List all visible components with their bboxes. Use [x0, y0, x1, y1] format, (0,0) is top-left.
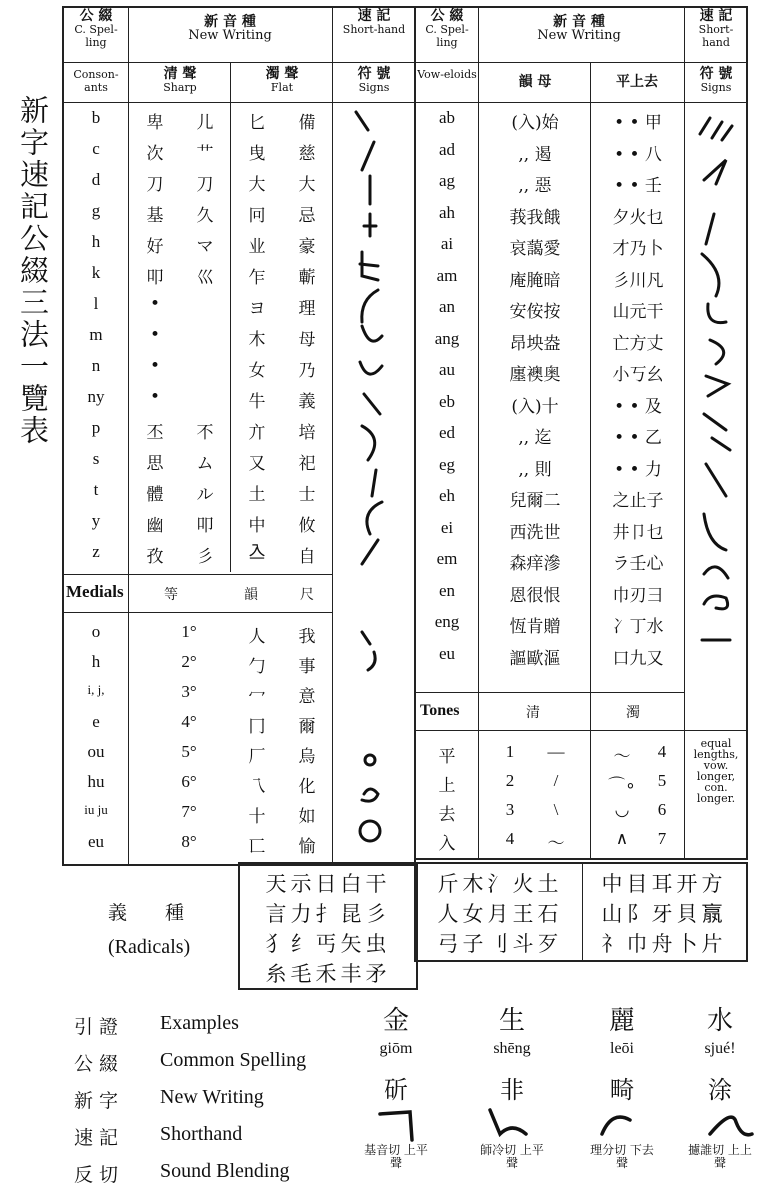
medials-col3: 尺 — [300, 587, 314, 603]
example-spelling: sjué! — [704, 1040, 736, 1057]
tone-chars: • • 八 — [614, 144, 662, 165]
vowel-romanization: ang — [434, 328, 460, 348]
vowel-romanization: eh — [438, 486, 456, 505]
flat-char-1: 乍 — [248, 268, 266, 288]
r-c-spelling-en: C. Spel-ling — [425, 23, 469, 49]
sign-c — [362, 142, 374, 170]
sharp-char-2: 儿 — [196, 113, 214, 133]
rhyme-chars: 西洗世 — [509, 522, 561, 543]
radicals-row: 天示日白干 — [265, 872, 391, 896]
tone-chars: • • 乙 — [614, 428, 662, 448]
sharp-char-1: 基 — [146, 206, 164, 226]
medial-char-a: 十 — [248, 807, 266, 827]
legend-en: Examples — [160, 1012, 239, 1034]
vowels-header: Vow-eloids — [417, 68, 477, 81]
tones-col2: 濁 — [626, 705, 640, 721]
medial-char-b: 我 — [298, 627, 316, 647]
shorthand-en: Short-hand — [342, 23, 406, 36]
consonants-table — [62, 6, 416, 866]
radicals-label-cn: 義 種 — [108, 902, 185, 924]
medial-char-b: 意 — [298, 687, 316, 707]
radicals-block-1 — [238, 862, 418, 990]
flat-char-2: 祀 — [298, 454, 316, 474]
vowels-table — [414, 6, 748, 860]
r-new-writing-en: New Writing — [537, 28, 621, 43]
rhyme-chars: 庵腌暗 — [509, 270, 561, 291]
r-signs-header — [686, 68, 746, 94]
flat-char-2: 攸 — [298, 516, 316, 536]
tone-chars: • • 力 — [614, 459, 662, 480]
medial-romanization: e — [92, 712, 100, 731]
sharp-char-2: ム — [196, 454, 214, 474]
new-writing-header — [130, 16, 330, 42]
radicals-row: 弓子刂斗歹 — [437, 932, 563, 956]
example-char: 水 — [706, 1006, 733, 1036]
sharp-char-1: • — [149, 325, 161, 345]
medial-char-b: 事 — [298, 657, 316, 677]
tones-col-header — [592, 76, 682, 89]
tone-mark-flat: ⌒∘ — [608, 776, 636, 795]
radicals-row: 斤木氵火土 — [437, 872, 563, 896]
legend-en: Sound Blending — [160, 1160, 290, 1182]
tone-chars: • • 及 — [614, 396, 662, 417]
sharp-char-1: 體 — [146, 485, 164, 505]
consonant-romanization: n — [91, 356, 101, 375]
rhyme-chars: 恩很恨 — [509, 585, 561, 606]
tone-name: 去 — [438, 805, 456, 825]
legend-en: Shorthand — [160, 1123, 243, 1145]
flat-char-2: 培 — [298, 423, 316, 443]
sharp-char-1: • — [149, 294, 161, 314]
consonant-shorthand-signs — [334, 104, 412, 864]
sharp-char-2: マ — [196, 237, 214, 257]
tone-name: 入 — [438, 834, 456, 854]
medial-char-a: 乁 — [248, 777, 266, 797]
medials-label: Medials — [66, 582, 124, 601]
tone-chars: 巾刃彐 — [612, 585, 664, 606]
consonant-romanization: b — [91, 108, 101, 127]
rhyme-chars: ,, 迄 — [518, 428, 552, 448]
rhyme-chars: ,, 則 — [518, 459, 552, 480]
consonant-romanization: h — [91, 232, 101, 251]
medial-char-a: 冂 — [248, 717, 266, 737]
flat-char-1: 曳 — [248, 144, 266, 164]
sign-b — [356, 112, 368, 130]
c-spelling-en: C. Spel-ling — [74, 23, 118, 49]
tones-col1: 清 — [526, 705, 540, 721]
example-blend: 攄誰切 上上聲 — [688, 1143, 752, 1170]
tones-cn: 平上去 — [616, 74, 658, 90]
vowel-romanization: ei — [440, 517, 454, 537]
rhyme-chars: 安侒按 — [509, 302, 561, 322]
medial-char-a: 人 — [248, 627, 266, 647]
medial-degree: 5° — [181, 742, 197, 761]
example-blend: 理分切 下去聲 — [590, 1143, 654, 1170]
rhyme-chars: ,, 遏 — [518, 144, 552, 165]
consonant-romanization: z — [92, 542, 100, 561]
flat-char-2: 士 — [298, 485, 316, 505]
sharp-char-1: 好 — [146, 237, 164, 257]
consonant-romanization: ny — [87, 387, 105, 406]
flat-char-1: 又 — [248, 454, 266, 474]
consonant-romanization: p — [91, 418, 101, 437]
vowel-romanization: eg — [438, 454, 456, 474]
legend-cn: 反 切 — [74, 1164, 119, 1186]
new-writing-cn: 新 音 種 — [204, 14, 256, 30]
flat-cn: 濁 聲 — [265, 66, 299, 82]
vowel-romanization: em — [436, 549, 458, 568]
rhyme-chars: 恆肯贈 — [509, 617, 561, 637]
example-spelling: shēng — [493, 1040, 531, 1057]
sharp-char-2: 叩 — [196, 516, 214, 536]
medial-degree: 8° — [181, 832, 197, 851]
medial-char-b: 化 — [298, 777, 316, 797]
tone-num-flat: 6 — [657, 800, 667, 819]
radicals-row: 糸毛禾丰矛 — [265, 962, 391, 986]
medial-char-b: 如 — [298, 807, 316, 827]
example-spelling: leōi — [610, 1040, 634, 1057]
medial-char-a: 勹 — [248, 657, 266, 677]
example-spelling: giōm — [379, 1040, 413, 1057]
flat-char-2: 忌 — [298, 206, 316, 226]
legend-cn: 新 字 — [74, 1090, 119, 1112]
medial-degree: 6° — [181, 772, 197, 791]
consonant-romanization: l — [93, 294, 99, 313]
flat-char-2: 母 — [298, 330, 316, 350]
page-title: 新字速記公綴三法一覽表 — [16, 95, 50, 447]
tone-chars: 小丂幺 — [612, 365, 664, 385]
sharp-header — [130, 68, 230, 94]
consonant-romanization: k — [91, 263, 101, 282]
rhymes-cn: 韻 母 — [518, 74, 552, 90]
flat-char-1: 木 — [248, 330, 266, 350]
rhyme-chars: 昂坱盎 — [509, 333, 561, 354]
flat-char-2: 蘄 — [298, 268, 316, 288]
tone-mark-sharp: \ — [553, 800, 559, 819]
medial-romanization: eu — [87, 832, 105, 851]
tone-mark-flat: ◡ — [614, 800, 630, 819]
tone-num-flat: 4 — [657, 742, 667, 761]
tone-chars: 亡方丈 — [612, 333, 664, 354]
flat-char-2: 自 — [298, 547, 316, 567]
flat-char-1: 中 — [248, 516, 266, 536]
flat-char-1: ヨ — [248, 299, 266, 319]
legend-en: New Writing — [160, 1086, 264, 1108]
medial-romanization: ou — [87, 742, 105, 761]
legend-cn: 引 證 — [74, 1016, 119, 1038]
sign-medial-h — [362, 632, 375, 670]
consonant-romanization: g — [91, 201, 101, 220]
tone-chars: 彡川凡 — [612, 270, 664, 291]
consonant-romanization: s — [92, 449, 100, 468]
rhyme-chars: 莪我餓 — [509, 207, 561, 228]
sign-hu — [362, 789, 378, 801]
legend-cn: 公 綴 — [74, 1053, 119, 1075]
consonant-romanization: m — [89, 325, 103, 344]
sharp-char-1: 叩 — [146, 268, 164, 288]
radicals-block-2 — [414, 862, 748, 962]
sharp-char-2: ル — [196, 485, 214, 505]
sign-p — [362, 426, 375, 460]
flat-en: Flat — [270, 81, 294, 94]
flat-char-2: 義 — [298, 392, 316, 412]
vowel-romanization: ah — [438, 202, 456, 222]
rhyme-chars: 謳歐漚 — [509, 648, 561, 669]
rhyme-chars: (入)始 — [511, 113, 559, 133]
r-signs-cn: 符 號 — [699, 66, 733, 82]
vowel-romanization: ad — [438, 139, 456, 159]
tone-chars: 冫丁水 — [612, 617, 664, 637]
vowel-shorthand-signs — [686, 104, 746, 664]
tone-chars: • • 甲 — [614, 113, 662, 133]
vowel-romanization: am — [436, 265, 458, 285]
flat-char-1: 匕 — [248, 113, 266, 133]
consonants-header: Conson-ants — [73, 68, 119, 94]
legend-cn: 速 記 — [74, 1127, 119, 1149]
consonant-romanization: t — [93, 480, 99, 499]
sharp-char-1: • — [149, 356, 161, 376]
sharp-cn: 清 聲 — [163, 66, 197, 82]
flat-char-1: 冋 — [248, 206, 266, 226]
radicals-row: 言力扌昆彡 — [265, 902, 391, 926]
sharp-char-1: 次 — [146, 144, 164, 164]
vowel-romanization: eng — [434, 612, 460, 631]
sign-n — [360, 362, 382, 374]
sharp-char-2: 久 — [196, 206, 214, 226]
rhyme-chars: 哀藹愛 — [509, 239, 561, 259]
r-c-spelling-cn: 公 綴 — [430, 8, 464, 24]
tone-name: 平 — [438, 747, 456, 767]
sign-m — [362, 326, 382, 341]
vowel-romanization: ed — [438, 423, 456, 442]
flat-char-1: 𠓛 — [248, 543, 266, 563]
consonant-romanization: y — [91, 511, 101, 530]
example-new-writing: 畸 — [610, 1076, 634, 1104]
vowel-romanization: en — [438, 580, 456, 600]
example-char: 生 — [498, 1006, 525, 1036]
tone-mark-sharp: / — [553, 771, 559, 790]
flat-char-1: 亣 — [248, 423, 266, 443]
sharp-char-1: 幽 — [146, 516, 164, 536]
signs-header — [336, 68, 412, 94]
vowel-romanization: ag — [438, 171, 456, 190]
r-signs-en: Signs — [700, 81, 732, 94]
tone-chars: • • 壬 — [614, 176, 662, 196]
sharp-char-1: 卑 — [146, 113, 164, 133]
sign-g — [364, 214, 376, 236]
signs-cn: 符 號 — [357, 66, 391, 82]
consonant-romanization: d — [91, 170, 101, 189]
example-blend: 基音切 上平聲 — [364, 1143, 428, 1170]
sign-t — [367, 502, 382, 534]
medial-romanization: i, j, — [87, 682, 105, 697]
medial-char-a: 匸 — [248, 837, 266, 857]
sharp-char-1: 丕 — [146, 423, 164, 443]
signs-en: Signs — [358, 81, 390, 94]
flat-char-1: 业 — [248, 237, 266, 257]
rhyme-chars: 兒爾二 — [509, 491, 561, 511]
sign-y — [362, 540, 378, 564]
rhyme-chars: ,, 惡 — [518, 176, 552, 196]
tone-chars: 山元干 — [612, 302, 664, 322]
sharp-char-2: 不 — [196, 423, 214, 443]
legend-en: Common Spelling — [160, 1049, 307, 1071]
sharp-char-1: • — [149, 387, 161, 407]
example-blend: 師冷切 上平聲 — [480, 1143, 544, 1170]
vowel-romanization: ab — [438, 108, 456, 127]
shorthand-cn: 速 記 — [357, 8, 391, 24]
medial-degree: 7° — [181, 802, 197, 821]
tone-num-sharp: 3 — [505, 800, 515, 819]
sharp-char-1: 思 — [146, 454, 164, 474]
sharp-char-2: 艹 — [196, 144, 214, 164]
tone-chars: ラ壬心 — [612, 554, 664, 574]
rhyme-chars: 森痒滲 — [509, 554, 561, 574]
tone-note: equal lengths, vow. longer, con. longer. — [693, 737, 739, 805]
consonant-romanization: c — [92, 139, 100, 158]
tone-chars: 夕火乜 — [612, 207, 664, 228]
shorthand-header — [336, 10, 412, 36]
medial-char-a: 冖 — [248, 687, 266, 707]
sign-l — [362, 290, 378, 322]
flat-char-2: 乃 — [298, 361, 316, 381]
r-c-spelling-header — [416, 10, 478, 49]
tone-num-sharp: 4 — [505, 829, 515, 848]
tone-num-sharp: 2 — [505, 771, 515, 790]
flat-header — [232, 68, 332, 94]
example-shorthand-strokes — [340, 1104, 760, 1144]
rhymes-header — [480, 76, 590, 89]
flat-char-1: 大 — [248, 175, 266, 195]
flat-char-2: 大 — [298, 175, 316, 195]
example-char: 麗 — [608, 1006, 635, 1036]
r-shorthand-header — [686, 10, 746, 49]
tone-mark-sharp: ～ — [547, 834, 565, 853]
sign-iu — [360, 821, 380, 841]
tone-mark-flat: ∧ — [615, 829, 629, 848]
sharp-char-1: 孜 — [146, 547, 164, 567]
medial-romanization: iu ju — [84, 802, 108, 817]
medials-col1: 等 — [164, 587, 178, 603]
radicals-row: 礻巾舟卜片 — [601, 932, 727, 956]
vowel-romanization: eu — [438, 643, 456, 663]
flat-char-1: 女 — [248, 361, 266, 381]
radicals-label-en: (Radicals) — [108, 936, 191, 958]
sign-ou — [365, 755, 375, 765]
flat-char-2: 備 — [298, 113, 316, 133]
radicals-row: 犭纟丐矢虫 — [265, 932, 391, 956]
medial-char-b: 爾 — [298, 717, 316, 737]
vowel-romanization: an — [438, 297, 456, 316]
sharp-en: Sharp — [163, 81, 197, 94]
sharp-char-2: 刀 — [196, 175, 214, 195]
medial-char-b: 愉 — [298, 837, 316, 857]
tones-label: Tones — [420, 702, 460, 719]
new-writing-en: New Writing — [188, 28, 272, 43]
medial-romanization: o — [91, 622, 101, 641]
sharp-char-2: 彡 — [196, 547, 214, 567]
c-spelling-cn: 公 綴 — [79, 8, 113, 24]
r-new-writing-cn: 新 音 種 — [553, 14, 605, 30]
medials-col2: 韻 — [244, 587, 258, 603]
medial-char-b: 烏 — [298, 747, 316, 767]
sign-ny — [364, 394, 380, 414]
vowel-romanization: au — [438, 360, 456, 379]
radicals-row: 山阝牙貝𣎆 — [601, 902, 727, 926]
c-spelling-header — [64, 10, 128, 49]
tone-num-flat: 7 — [657, 829, 667, 848]
example-new-writing: 非 — [500, 1076, 524, 1104]
r-shorthand-cn: 速 記 — [699, 8, 733, 24]
sharp-char-2: 巛 — [196, 268, 214, 288]
radicals-row: 中目耳开方 — [601, 872, 727, 896]
tone-mark-sharp: — — [547, 742, 565, 761]
vowel-romanization: eb — [438, 391, 456, 411]
sign-s — [372, 470, 376, 496]
vowel-romanization: ai — [440, 234, 454, 253]
example-new-writing: 斫 — [384, 1076, 408, 1104]
r-new-writing-header — [480, 16, 678, 42]
medial-char-a: 厂 — [248, 747, 266, 767]
flat-char-2: 慈 — [298, 144, 316, 164]
tone-num-sharp: 1 — [505, 742, 515, 761]
sharp-char-1: 刀 — [146, 175, 164, 195]
medial-degree: 3° — [181, 682, 197, 701]
example-new-writing: 涂 — [708, 1076, 732, 1104]
rhyme-chars: 廛襖奥 — [509, 365, 561, 385]
tone-mark-flat: ～ — [613, 747, 631, 766]
radicals-row: 人女月王石 — [437, 902, 563, 926]
r-shorthand-en: Short-hand — [698, 23, 734, 49]
flat-char-2: 理 — [298, 299, 316, 319]
tone-chars: 口九又 — [612, 648, 664, 669]
medial-romanization: h — [91, 652, 101, 671]
rhyme-chars: (入)十 — [511, 396, 559, 417]
flat-char-1: 牛 — [248, 392, 266, 412]
tone-num-flat: 5 — [657, 771, 667, 790]
tone-name: 上 — [438, 776, 456, 796]
medial-degree: 2° — [181, 652, 197, 671]
medial-romanization: hu — [87, 772, 105, 791]
example-char: 金 — [382, 1006, 409, 1036]
tone-chars: 井卩乜 — [612, 522, 664, 543]
flat-char-1: 土 — [248, 485, 266, 505]
medial-degree: 1° — [181, 622, 197, 641]
medial-degree: 4° — [181, 712, 197, 731]
tone-chars: 之止子 — [612, 491, 664, 511]
flat-char-2: 豪 — [298, 237, 316, 257]
tone-chars: 才乃卜 — [612, 239, 664, 259]
